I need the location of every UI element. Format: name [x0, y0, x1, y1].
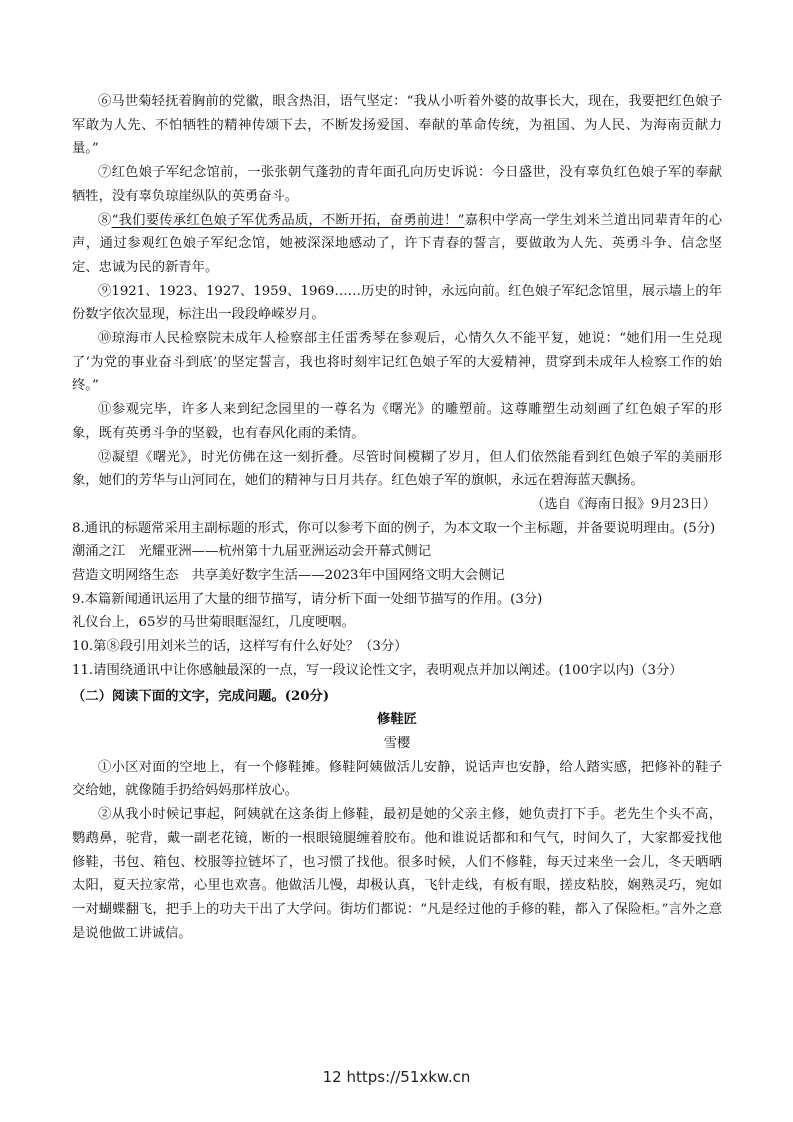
question-11: 11.请围绕通讯中让你感触最深的一点，写一段议论性文字，表明观点并加以阐述。(100字以内)（3分）	[72, 662, 683, 678]
question-8: 8.通讯的标题常采用主副标题的形式，你可以参考下面的例子，为本文取一个主标题，并备要说明理由。(5分)	[72, 520, 716, 536]
article-paragraph-7: ⑦红色娘子军纪念馆前，一张张朝气蓬勃的青年面孔向历史诉说：今日盛世，没有辜负红色娘子军的奉献牺牲，没有辜负琼崖纵队的英勇奋斗。	[72, 165, 722, 204]
article-paragraph-10: ⑩琼海市人民检察院未成年人检察部主任雷秀琴在参观后，心情久久不能平复，她说：“她们用一生兑现了‘为党的事业奋斗到底’的坚定誓言，我也将时刻牢记红色娘子军的大爱精神，贯穿到未成年人检察工作的始终。”	[72, 331, 722, 394]
article-paragraph-12: ⑫凝望《曙光》，时光仿佛在这一刻折叠。尽管时间模糊了岁月，但人们依然能看到红色娘子军的美丽形象，她们的芳华与山河同在，她们的精神与日月共存。红色娘子军的旗帜，永远在碧海蓝天飘扬。	[72, 449, 722, 489]
document-body	[72, 90, 722, 945]
underlined-quote: “我们要传承红色娘子军优秀品质，不断开拓，奋勇前进！”	[111, 212, 465, 228]
story-paragraph-1: ①小区对面的空地上，有一个修鞋摊。修鞋阿姨做活儿安静，说话声也安静，给人踏实感，把修补的鞋子交给她，就像随手扔给妈妈那样放心。	[72, 759, 722, 799]
paragraph-8-number: ⑧	[98, 212, 112, 228]
page-footer	[0, 1068, 793, 1086]
question-9-text: 礼仪台上，65岁的马世菊眼眶湿红，几度哽咽。	[72, 615, 355, 631]
article-paragraph-9: ⑨1921、1923、1927、1959、1969……历史的时钟，永远向前。红色娘子军纪念馆里，展示墙上的年份数字依次显现，标注出一段段峥嵘岁月。	[72, 283, 722, 323]
footer-url: https://51xkw.cn	[346, 1068, 471, 1086]
question-8-example-1: 潮涌之江 光耀亚洲——杭州第十九届亚洲运动会开幕式侧记	[72, 544, 432, 560]
paragraph-8-rest: 嘉积中学高一学生刘米兰道出同辈青年的心声，通过参观红色娘子军纪念馆，她被深深地感动了，许下青春的誓言，要做敢为人先、英勇斗争、信念坚定、忠诚为民的新青年。	[72, 212, 723, 275]
article-paragraph-11: ⑪参观完毕，许多人来到纪念园里的一尊名为《曙光》的雕塑前。这尊雕塑生动刻画了红色娘子军的形象，既有英勇斗争的坚毅，也有春风化雨的柔情。	[72, 402, 722, 441]
story-author: 雪樱	[383, 735, 411, 751]
question-9: 9.本篇新闻通讯运用了大量的细节描写，请分析下面一处细节描写的作用。(3分)	[72, 591, 543, 607]
article-source: （选自《海南日报》9月23日）	[531, 496, 716, 512]
question-10: 10.第⑧段引用刘米兰的话，这样写有什么好处？（3分）	[72, 639, 408, 655]
article-paragraph-6: ⑥马世菊轻抚着胸前的党徽，眼含热泪，语气坚定：“我从小听着外婆的故事长大，现在，我要把红色娘子军敢为人先、不怕牺牲的精神传颂下去，不断发扬爱国、奉献的革命传统，为祖国、为人民、为海南贡献力量。”	[72, 94, 722, 157]
page-number: 12	[322, 1068, 342, 1086]
section-heading: （二）阅读下面的文字，完成问题。(20分)	[72, 688, 330, 704]
article-paragraph-8	[72, 209, 722, 280]
story-title: 修鞋匠	[377, 712, 417, 728]
question-8-example-2: 营造文明网络生态 共享美好数字生活——2023年中国网络文明大会侧记	[72, 568, 505, 584]
story-paragraph-2: ②从我小时候记事起，阿姨就在这条街上修鞋，最初是她的父亲主修，她负责打下手。老先生个头不高，鹦鹉鼻，驼背，戴一副老花镜，断的一根眼镜腿缠着胶布。他和谁说话都和和气气，时间久了，大家都爱找他修鞋，书包、箱包、校服等拉链坏了，也习惯了找他。很多时候，人们不修鞋，每天过来坐一会儿，冬天晒晒太阳，夏天拉家常，心里也欢喜。他做活儿慢，却极认真，飞针走线，有板有眼，搓皮粘胶，娴熟灵巧，宛如一对蝴蝶翻飞，把手上的功夫干出了大学问。街坊们都说：“凡是经过他的手修的鞋，都入了保险柜。”言外之意是说他做工讲诚信。	[72, 807, 722, 941]
